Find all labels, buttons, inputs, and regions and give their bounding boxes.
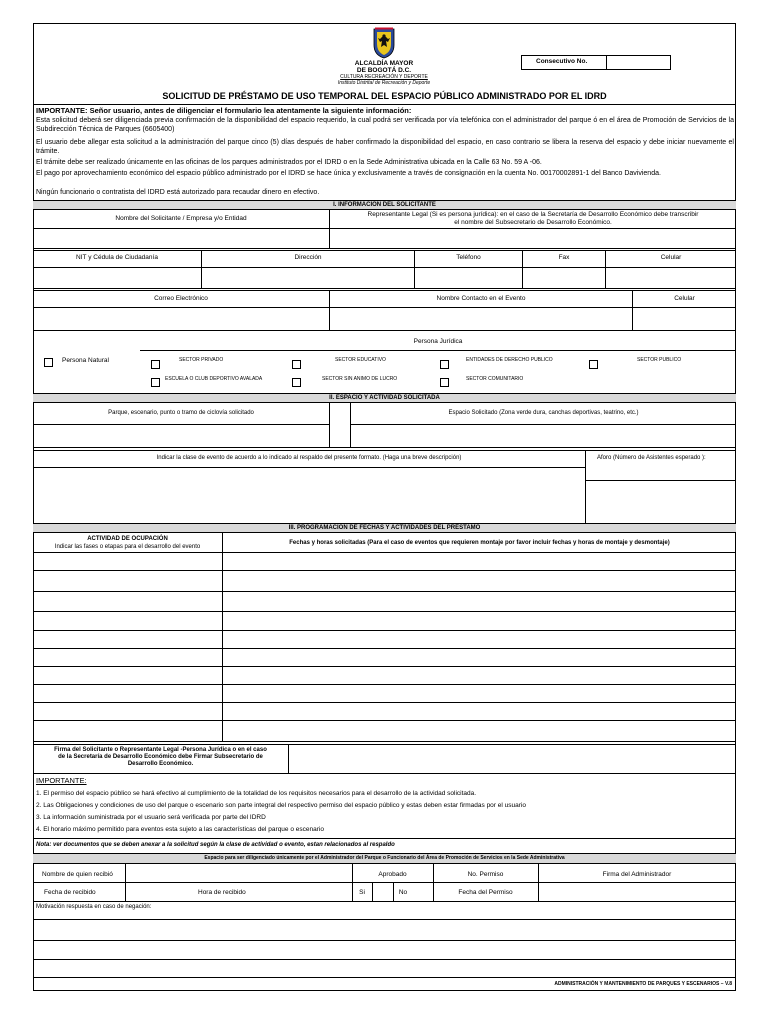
label-nombre-solicitante: Nombre del Solicitante / Empresa y/o Entidad [115,215,247,222]
label-si: Si [359,889,365,896]
label-sector-privado: SECTOR PRIVADO [179,357,224,363]
label-correo: Correo Electrónico [154,295,208,302]
table-row [33,591,736,592]
checkbox-sector-privado[interactable] [151,360,160,369]
org-name-line3: CULTURA RECREACIÓN Y DEPORTE [340,74,428,80]
checkbox-sin-animo-lucro[interactable] [292,378,301,387]
table-row [33,666,736,667]
label-aforo: Aforo (Número de Asistentes esperado ): [597,455,706,461]
section-3-title: III. PROGRAMACIÓN DE FECHAS Y ACTIVIDADES DEL PRÉSTAMO [288,525,481,531]
nit-field[interactable] [34,268,200,287]
table-row [33,570,736,571]
label-entidades-derecho-publico: ENTIDADES DE DERECHO PUBLICO [466,357,553,363]
section-1-title: I. INFORMACIÓN DEL SOLICITANTE [333,202,436,208]
label-firma-line2: de la Secretaría de Desarrollo Económico debe Firmar Subsecretario de [58,754,263,760]
importante-heading: IMPORTANTE: Señor usuario, antes de diligenciar el formulario lea atentamente la siguiente información: [36,106,412,115]
label-escuela-club: ESCUELA O CLUB DEPORTIVO AVALADA [165,376,263,382]
nombre-recibio-field[interactable] [126,865,351,881]
label-nit: NIT y Cédula de Ciudadanía [76,254,158,261]
footer-version: ADMINISTRACIÓN Y MANTENIMIENTO DE PARQUES Y ESCENARIOS – V.8 [554,981,732,987]
intro-paragraph-4: El pago por aprovechamiento económico del espacio público administrado por el IDRD se hace única y exclusivamente a través de consignación en la cuenta No. 00170002891-1 del Banco Davivienda. [36,170,661,177]
espacio-solicitado-field[interactable] [351,425,735,446]
form-title: SOLICITUD DE PRÉSTAMO DE USO TEMPORAL DEL ESPACIO PÚBLICO ADMINISTRADO POR EL IDRD [162,91,607,101]
bogota-coat-of-arms-icon [371,27,397,59]
motivacion-field[interactable] [34,912,735,976]
table-row [33,648,736,649]
label-parque: Parque, escenario, punto o tramo de ciclovía solicitado [108,410,254,416]
label-aprobado: Aprobado [378,871,407,878]
label-fax: Fax [558,254,570,261]
label-sector-publico: SECTOR PUBLICO [637,357,682,363]
importante-item-4: 4. El horario máximo permitido para eventos esta sujeto a las características del parque o escenario [36,826,324,833]
nota-anexos: Nota: ver documentos que se deben anexar a la solicitud según la clase de actividad o evento, estan relacionados al respaldo [36,842,395,848]
importante-item-2: 2. Las Obligaciones y condiciones de uso del parque o escenario son parte integral del respectivo permiso del espacio público y estas deben estar firmadas por el usuario [36,802,526,809]
importante-item-1: 1. El permiso del espacio público se hará efectivo al cumplimiento de la totalidad de los requisitos necesarios para el desarrollo de la actividad solicitada. [36,790,477,797]
hora-recibido-field[interactable] [270,883,351,900]
org-name-line1: ALCALDÍA MAYOR [354,60,414,67]
label-hora-recibido: Hora de recibido [198,889,246,896]
label-fecha-recibido: Fecha de recibido [44,889,96,896]
label-telefono: Teléfono [456,254,481,261]
label-no-permiso: No. Permiso [467,871,504,878]
org-name-line2: DE BOGOTÁ D.C. [356,67,412,74]
checkbox-entidades-derecho-publico[interactable] [440,360,449,369]
section-2-title: II. ESPACIO Y ACTIVIDAD SOLICITADA [329,395,440,401]
label-representante-line2: el nombre del Subsecretario de Desarrollo Económico. [454,219,612,226]
consecutivo-field[interactable] [607,56,670,69]
aprobado-no-field[interactable] [414,883,432,900]
intro-paragraph-1: Esta solicitud deberá ser diligenciada previa confirmación de la disponibilidad del espacio requerido, la cual podrá ser verificada por vía telefónica con el administrador del parque ó en el área de Promoción de Servicios de la Subdirección Técnica de Parques (6605400) [36,117,734,133]
fecha-permiso-field[interactable] [539,883,735,900]
checkbox-persona-natural[interactable] [44,358,53,367]
label-firma-line1: Firma del Solicitante o Representante Legal -Persona Jurídica o en el caso [54,747,267,753]
consecutivo-label: Consecutivo No. [536,58,588,65]
intro-paragraph-5: Ningún funcionario o contratista del IDRD está autorizado para recaudar dinero en efectivo. [36,189,320,196]
checkbox-escuela-club[interactable] [151,378,160,387]
direccion-field[interactable] [202,268,413,287]
label-persona-natural: Persona Natural [62,357,109,364]
label-motivacion: Motivación respuesta en caso de negación: [36,904,152,910]
telefono-field[interactable] [415,268,521,287]
correo-field[interactable] [34,308,328,329]
label-firma-line3: Desarrollo Económico. [127,761,194,767]
label-representante-line1: Representante Legal (Si es persona jurídica): en el caso de la Secretaría de Desarrollo Económico debe transcribir [367,211,699,218]
label-sin-animo-lucro: SECTOR SIN ANIMO DE LUCRO [322,376,398,382]
label-nombre-recibio: Nombre de quien recibió [42,871,113,878]
label-actividad-sub: Indicar las fases o etapas para el desarrollo del evento [54,544,201,550]
label-fecha-permiso: Fecha del Permiso [458,889,513,896]
label-sector-comunitario: SECTOR COMUNITARIO [466,376,524,382]
label-sector-educativo: SECTOR EDUCATIVO [335,357,386,363]
label-celular: Celular [660,254,682,261]
label-contacto: Nombre Contacto en el Evento [436,295,526,302]
celular-field[interactable] [606,268,735,287]
table-row [33,720,736,721]
label-persona-juridica: Persona Jurídica [413,338,463,345]
importante-item-3: 3. La información suministrada por el usuario será verificada por parte del IDRD [36,814,266,821]
clase-evento-field[interactable] [34,468,584,522]
label-actividad-ocupacion: ACTIVIDAD DE OCUPACIÓN [87,536,168,542]
table-row [33,684,736,685]
nombre-solicitante-field[interactable] [34,229,328,248]
fax-field[interactable] [523,268,604,287]
label-fechas-horas: Fechas y horas solicitadas (Para el caso de eventos que requieren montaje por favor incluir fechas y horas de montaje y desmontaje) [289,540,670,546]
checkbox-sector-comunitario[interactable] [440,378,449,387]
table-row [33,611,736,612]
org-name-line4: Instituto Distrital de Recreación y Deporte [337,80,431,86]
table-row [33,702,736,703]
contacto-field[interactable] [330,308,631,329]
label-espacio-solicitado: Espacio Solicitado (Zona verde dura, canchas deportivas, teatrino, etc.) [448,410,639,416]
checkbox-sector-educativo[interactable] [292,360,301,369]
intro-paragraph-3: El trámite debe ser realizado únicamente en las oficinas de los parques administrados por el IDRD o en la Sede Administrativa ubicada en la Calle 63 No. 59 A -06. [36,159,542,166]
parque-field[interactable] [34,425,328,446]
label-celular-contacto: Celular [674,295,695,302]
table-row [33,630,736,631]
firma-solicitante-field[interactable] [289,745,735,772]
label-no: No [398,889,408,896]
aprobado-si-field[interactable] [373,883,392,900]
celular-contacto-field[interactable] [633,308,735,329]
intro-paragraph-2: El usuario debe allegar esta solicitud a la administración del parque cinco (5) días después de haber confirmado la disponibilidad del espacio, en caso contrario se libera la reserva del espacio y debe iniciar nuevamente el trámite. [36,139,734,155]
label-firma-administrador: Firma del Administrador [602,871,672,878]
label-direccion: Dirección [294,254,322,261]
aforo-field[interactable] [586,466,735,479]
importante-2-heading: IMPORTANTE: [36,776,87,785]
label-clase-evento: Indicar la clase de evento de acuerdo a lo indicado al respaldo del presente formato. (Haga una breve descripción) [156,455,462,461]
representante-legal-field[interactable] [330,229,735,248]
admin-section-title: Espacio para ser diligenciado únicamente por el Administrador del Parque o Funcionario del Área de Promoción de Servicios en la Sede Administrativa [204,855,565,861]
checkbox-sector-publico[interactable] [589,360,598,369]
